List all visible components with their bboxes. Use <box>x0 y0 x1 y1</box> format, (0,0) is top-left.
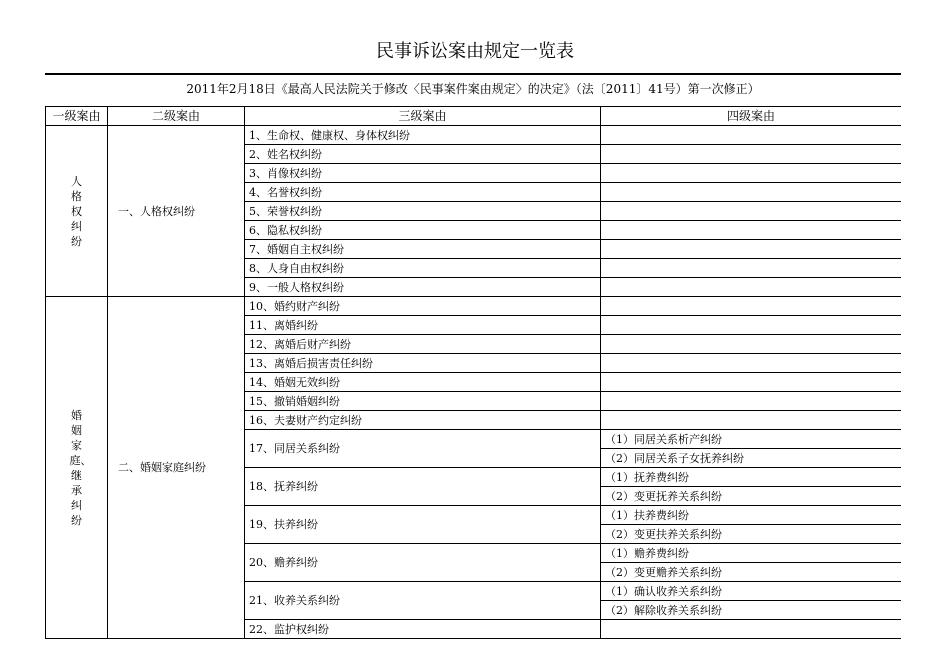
level3-cell: 11、离婚纠纷 <box>245 316 601 335</box>
level4-cell <box>601 145 902 164</box>
page-title: 民事诉讼案由规定一览表 <box>376 41 574 62</box>
level1-label: 婚姻家庭、继承纠纷 <box>69 408 92 527</box>
level4-cell <box>601 278 902 297</box>
level3-cell: 22、监护权纠纷 <box>245 620 601 639</box>
level3-cell: 10、婚约财产纠纷 <box>245 297 601 316</box>
level4-cell <box>601 202 902 221</box>
level3-cell: 18、抚养纠纷 <box>245 468 601 506</box>
level3-cell: 21、收养关系纠纷 <box>245 582 601 620</box>
level3-cell: 7、婚姻自主权纠纷 <box>245 240 601 259</box>
level3-cell: 16、夫妻财产约定纠纷 <box>245 411 601 430</box>
header-row <box>46 107 902 126</box>
level1-cell <box>46 297 108 639</box>
level4-cell <box>601 164 902 183</box>
level3-cell: 4、名誉权纠纷 <box>245 183 601 202</box>
table-row <box>46 297 902 316</box>
level1-label: 人格权纠纷 <box>71 174 82 248</box>
level3-cell: 20、赡养纠纷 <box>245 544 601 582</box>
level1-cell <box>46 126 108 297</box>
case-table <box>45 106 901 639</box>
level3-cell: 2、姓名权纠纷 <box>245 145 601 164</box>
level3-cell: 8、人身自由权纠纷 <box>245 259 601 278</box>
subtitle: 2011年2月18日《最高人民法院关于修改〈民事案件案由规定〉的决定》（法〔2011〕41号）第一次修正） <box>186 82 760 96</box>
level4-cell <box>601 126 902 145</box>
title-divider <box>45 73 901 75</box>
level4-cell <box>601 221 902 240</box>
table-row <box>46 126 902 145</box>
header-level4: 四级案由 <box>601 107 902 126</box>
level4-cell: （2）变更赡养关系纠纷 <box>601 563 902 582</box>
header-level1: 一级案由 <box>46 107 108 126</box>
level3-cell: 19、扶养纠纷 <box>245 506 601 544</box>
level2-cell: 二、婚姻家庭纠纷 <box>108 297 245 639</box>
level3-cell: 12、离婚后财产纠纷 <box>245 335 601 354</box>
level4-cell: （2）同居关系子女抚养纠纷 <box>601 449 902 468</box>
level3-cell: 15、撤销婚姻纠纷 <box>245 392 601 411</box>
level4-cell: （1）同居关系析产纠纷 <box>601 430 902 449</box>
level4-cell <box>601 259 902 278</box>
level4-cell: （2）变更抚养关系纠纷 <box>601 487 902 506</box>
level3-cell: 1、生命权、健康权、身体权纠纷 <box>245 126 601 145</box>
level4-cell <box>601 354 902 373</box>
header-level3: 三级案由 <box>245 107 601 126</box>
level3-cell: 5、荣誉权纠纷 <box>245 202 601 221</box>
level4-cell <box>601 373 902 392</box>
level4-cell: （1）赡养费纠纷 <box>601 544 902 563</box>
level4-cell <box>601 316 902 335</box>
level4-cell: （2）解除收养关系纠纷 <box>601 601 902 620</box>
level4-cell <box>601 411 902 430</box>
level4-cell: （2）变更扶养关系纠纷 <box>601 525 902 544</box>
level4-cell: （1）扶养费纠纷 <box>601 506 902 525</box>
level4-cell <box>601 183 902 202</box>
level4-cell: （1）确认收养关系纠纷 <box>601 582 902 601</box>
level3-cell: 14、婚姻无效纠纷 <box>245 373 601 392</box>
level3-cell: 6、隐私权纠纷 <box>245 221 601 240</box>
case-table-body <box>46 107 902 639</box>
case-table-container <box>45 106 901 672</box>
level4-cell <box>601 240 902 259</box>
level4-cell <box>601 335 902 354</box>
level3-cell: 9、一般人格权纠纷 <box>245 278 601 297</box>
header-level2: 二级案由 <box>108 107 245 126</box>
level4-cell: （1）抚养费纠纷 <box>601 468 902 487</box>
level3-cell: 3、肖像权纠纷 <box>245 164 601 183</box>
level3-cell: 17、同居关系纠纷 <box>245 430 601 468</box>
level4-cell <box>601 620 902 639</box>
level4-cell <box>601 297 902 316</box>
level3-cell: 13、离婚后损害责任纠纷 <box>245 354 601 373</box>
level2-cell: 一、人格权纠纷 <box>108 126 245 297</box>
level4-cell <box>601 392 902 411</box>
